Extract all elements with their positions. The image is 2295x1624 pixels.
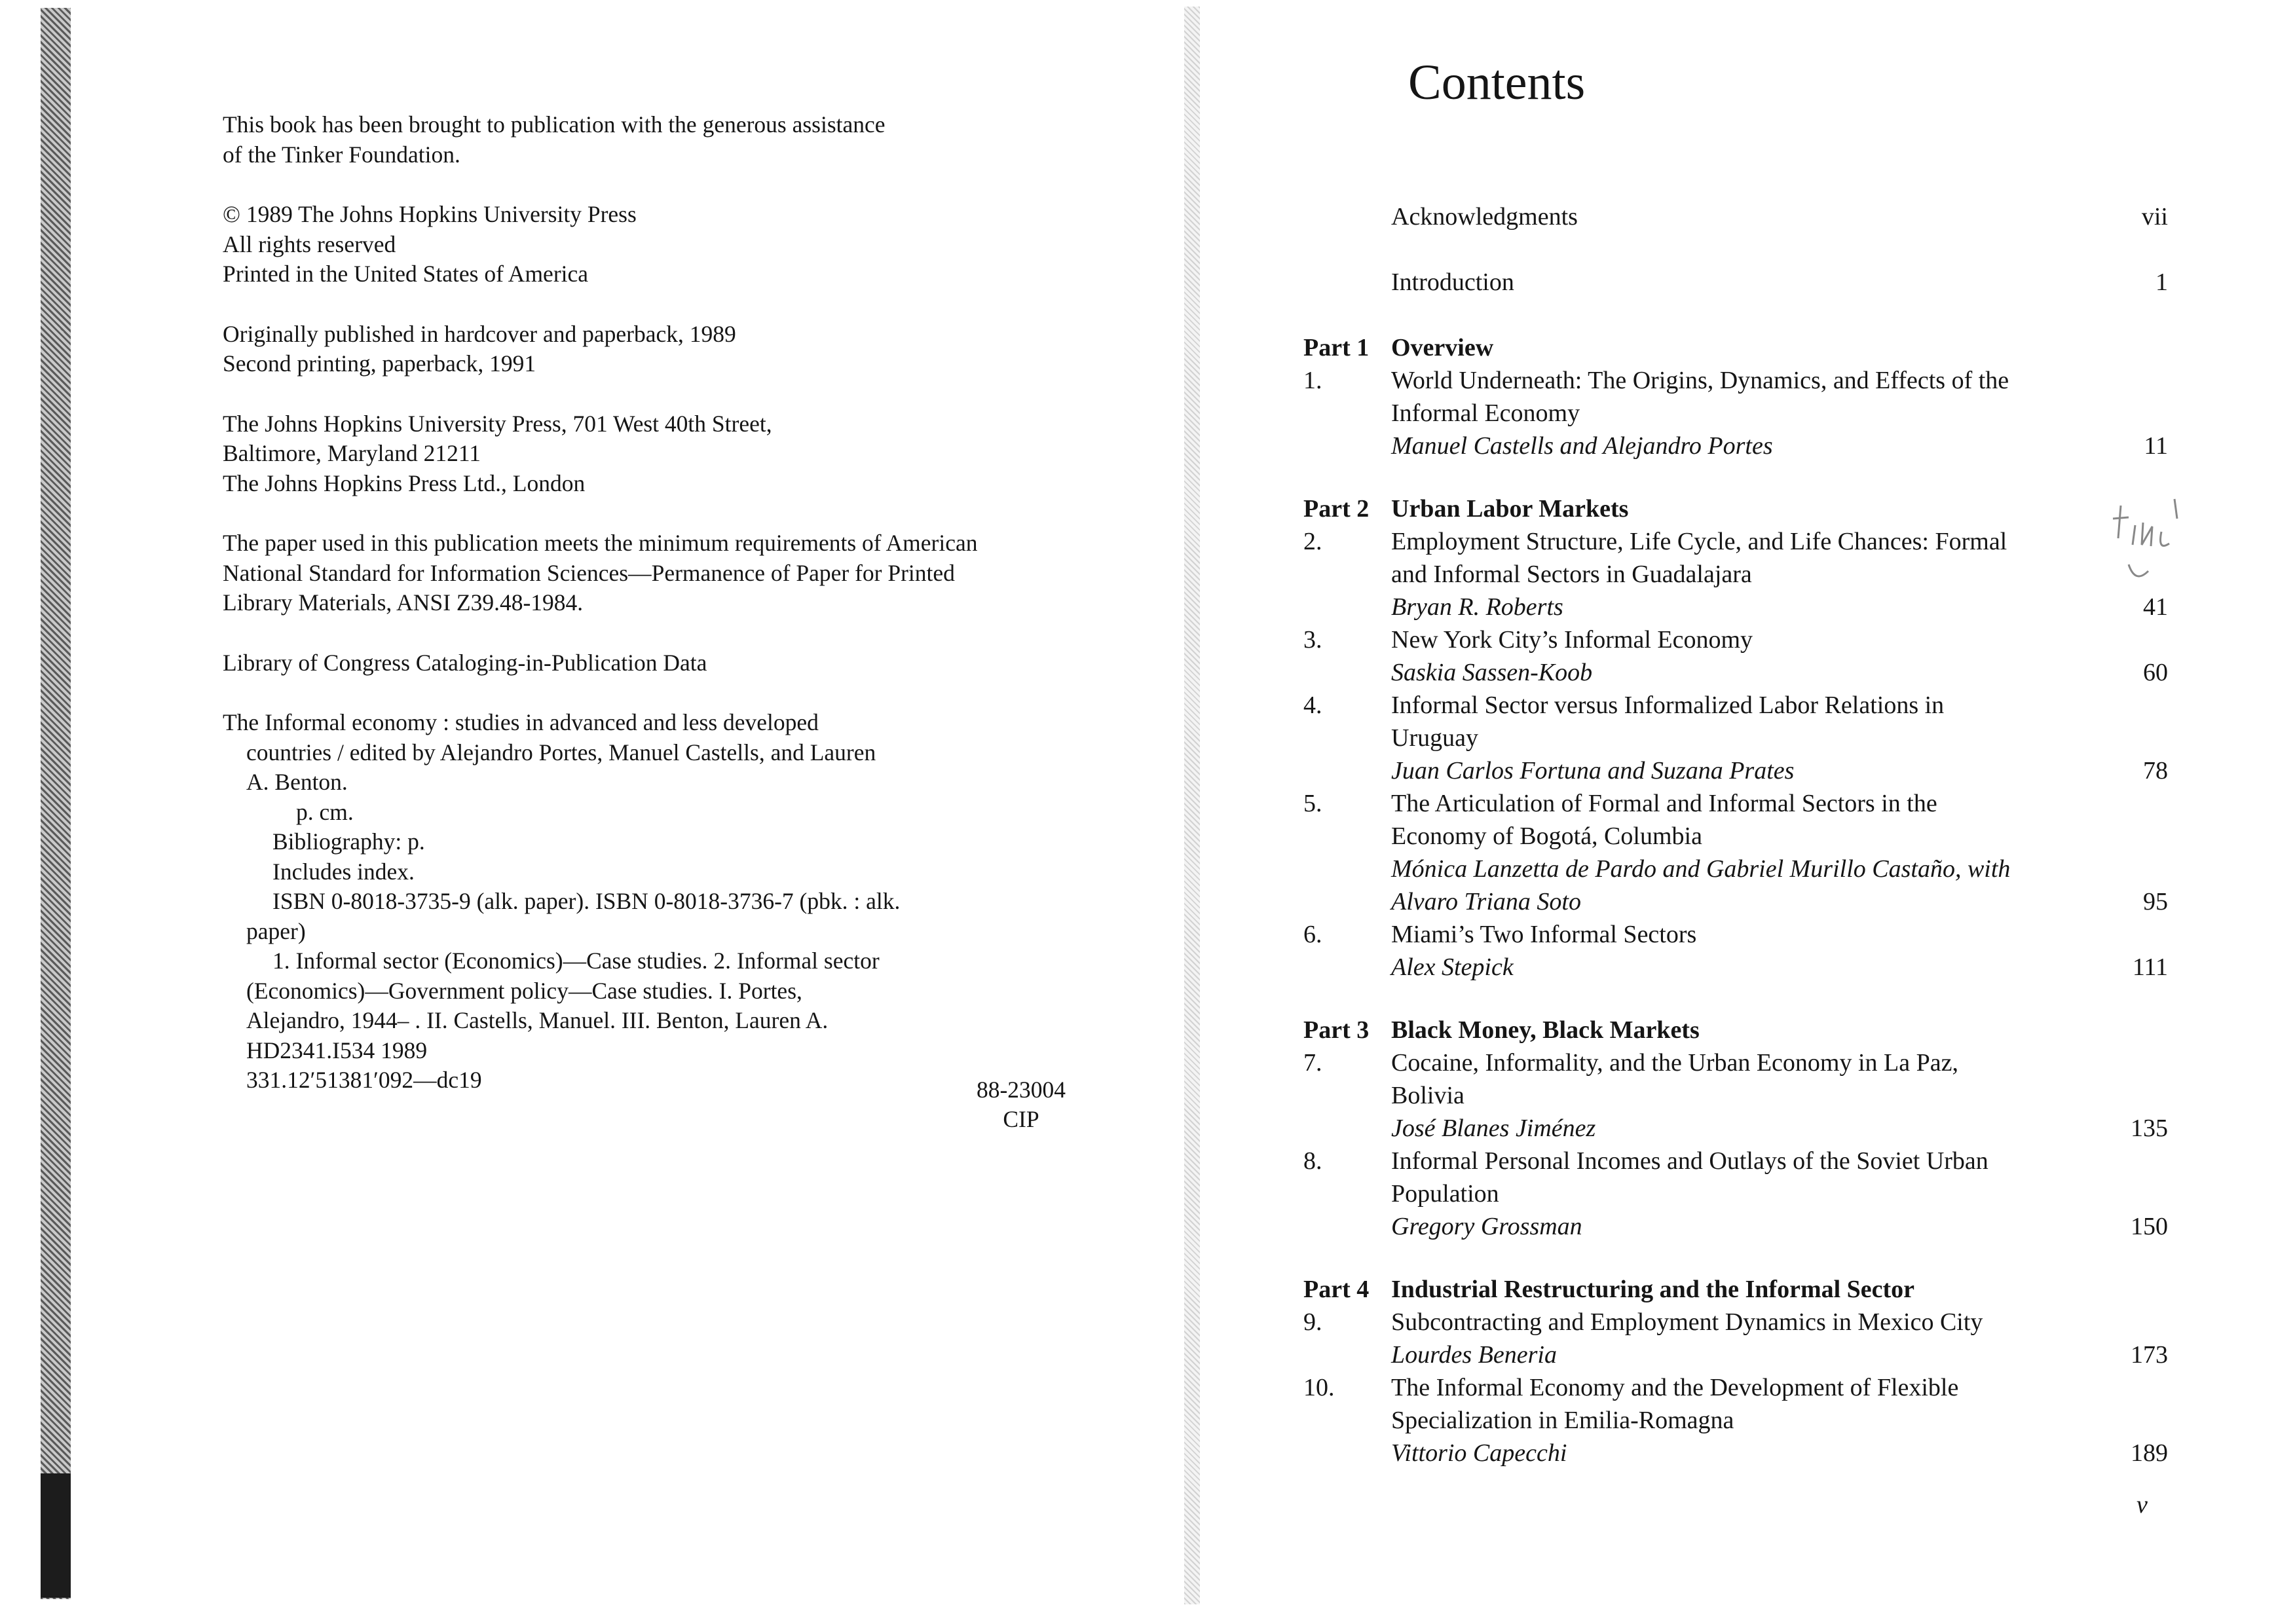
text-line: Baltimore, Maryland 21211 xyxy=(223,440,481,466)
chapter-author: Vittorio Capecchi xyxy=(1391,1439,1567,1467)
chapter-author: Alex Stepick xyxy=(1391,953,1514,981)
copyright-page xyxy=(223,110,1094,1096)
toc-front-entry xyxy=(1303,200,2168,233)
text-line: paper) xyxy=(246,917,306,944)
text-line: Library of Congress Cataloging-in-Publication Data xyxy=(223,649,707,676)
text-line: A. Benton. xyxy=(246,769,348,795)
center-gutter xyxy=(1184,7,1200,1604)
text-line: The Johns Hopkins Press Ltd., London xyxy=(223,470,586,496)
toc-chapter xyxy=(1303,364,2168,462)
chapter-title: Employment Structure, Life Cycle, and Life Chances: Formal xyxy=(1391,528,2007,555)
toc-part-heading xyxy=(1303,1014,2168,1046)
cip-lccn-block xyxy=(972,1075,1070,1134)
toc-page-number: 60 xyxy=(2143,659,2168,686)
part-title: Black Money, Black Markets xyxy=(1391,1016,1700,1044)
chapter-title: Informal Sector versus Informalized Labor Relations in xyxy=(1391,692,1945,719)
cip-record xyxy=(223,708,1094,1096)
left-binding-shadow xyxy=(41,1473,71,1598)
chapter-author: José Blanes Jiménez xyxy=(1391,1115,1596,1142)
page-title: Contents xyxy=(1408,55,1586,110)
text-line: Library Materials, ANSI Z39.48-1984. xyxy=(223,589,584,616)
cip-isbn: ISBN 0-8018-3735-9 (alk. paper). ISBN 0-8018-3736-7 (pbk. : alk. xyxy=(272,888,901,914)
chapter-number: 1. xyxy=(1303,367,1322,394)
text-line: All rights reserved xyxy=(223,231,396,257)
chapter-number: 3. xyxy=(1303,626,1322,654)
cip-dewey: 331.12′51381′092—dc19 xyxy=(246,1067,482,1093)
text-line: National Standard for Information Sciences—Permanence of Paper for Printed xyxy=(223,559,955,586)
chapter-author: Gregory Grossman xyxy=(1391,1213,1582,1240)
toc-part-heading xyxy=(1303,1273,2168,1306)
cip-pcm: p. cm. xyxy=(296,798,354,825)
text-line: Alejandro, 1944– . II. Castells, Manuel. III. Benton, Lauren A. xyxy=(246,1007,829,1033)
paper-standard-note xyxy=(223,528,1094,618)
toc-chapter xyxy=(1303,1306,2168,1371)
chapter-author: Juan Carlos Fortuna and Suzana Prates xyxy=(1391,757,1795,784)
toc-page-number: 95 xyxy=(2143,888,2168,915)
table-of-contents xyxy=(1303,200,2168,1469)
toc-page-number: 135 xyxy=(2131,1115,2168,1142)
chapter-title: The Informal Economy and the Development of Flexible xyxy=(1391,1374,1959,1401)
toc-page-number: 173 xyxy=(2131,1341,2168,1369)
cip-title-line: The Informal economy : studies in advanced and less developed xyxy=(223,709,819,735)
assistance-note xyxy=(223,110,1094,170)
chapter-author: Mónica Lanzetta de Pardo and Gabriel Murillo Castaño, with xyxy=(1391,855,2011,883)
chapter-author: Lourdes Beneria xyxy=(1391,1341,1557,1369)
chapter-number: 7. xyxy=(1303,1049,1322,1077)
chapter-number: 8. xyxy=(1303,1147,1322,1175)
toc-page-number: vii xyxy=(2141,203,2168,231)
cip-index: Includes index. xyxy=(272,858,415,885)
chapter-number: 5. xyxy=(1303,790,1322,817)
part-title: Overview xyxy=(1391,334,1494,361)
chapter-title-cont: Bolivia xyxy=(1391,1082,1465,1109)
toc-chapter xyxy=(1303,1145,2168,1243)
text-line: Printed in the United States of America xyxy=(223,261,589,287)
chapter-author: Bryan R. Roberts xyxy=(1391,593,1563,621)
chapter-author: Manuel Castells and Alejandro Portes xyxy=(1391,432,1773,460)
text-line: HD2341.I534 1989 xyxy=(246,1037,428,1063)
chapter-title: Miami’s Two Informal Sectors xyxy=(1391,921,1697,948)
chapter-title-cont: and Informal Sectors in Guadalajara xyxy=(1391,561,1752,588)
chapter-title: Cocaine, Informality, and the Urban Economy in La Paz, xyxy=(1391,1049,1958,1077)
toc-chapter xyxy=(1303,623,2168,689)
lc-cip-heading xyxy=(223,648,1094,678)
toc-page-number: 189 xyxy=(2131,1439,2168,1467)
lccn: 88-23004 xyxy=(976,1077,1066,1103)
part-title: Industrial Restructuring and the Informal Sector xyxy=(1391,1276,1915,1303)
text-line: Originally published in hardcover and paperback, 1989 xyxy=(223,320,736,347)
cip-subjects: 1. Informal sector (Economics)—Case studies. 2. Informal sector xyxy=(272,948,880,974)
toc-page-number: 1 xyxy=(2155,268,2168,296)
text-line: The Johns Hopkins University Press, 701 West 40th Street, xyxy=(223,410,772,437)
toc-chapter xyxy=(1303,1371,2168,1469)
cip-label: CIP xyxy=(1003,1106,1039,1132)
chapter-number: 4. xyxy=(1303,692,1322,719)
copyright-notice xyxy=(223,200,1094,289)
chapter-title: The Articulation of Formal and Informal Sectors in the xyxy=(1391,790,1937,817)
part-label: Part 1 xyxy=(1303,334,1370,361)
part-label: Part 3 xyxy=(1303,1016,1370,1044)
chapter-title-cont: Specialization in Emilia-Romagna xyxy=(1391,1407,1734,1434)
publisher-address xyxy=(223,409,1094,499)
toc-page-number: 78 xyxy=(2143,757,2168,784)
toc-page-number: 41 xyxy=(2143,593,2168,621)
toc-page-number: 150 xyxy=(2131,1213,2168,1240)
toc-chapter xyxy=(1303,1046,2168,1145)
chapter-number: 9. xyxy=(1303,1308,1322,1336)
toc-entry-title: Acknowledgments xyxy=(1391,203,1578,231)
chapter-number: 10. xyxy=(1303,1374,1335,1401)
text-line: © 1989 The Johns Hopkins University Press xyxy=(223,201,637,227)
text-line: The paper used in this publication meets the minimum requirements of American xyxy=(223,530,978,556)
chapter-title-cont: Economy of Bogotá, Columbia xyxy=(1391,822,1702,850)
toc-entry-title: Introduction xyxy=(1391,268,1514,296)
toc-chapter xyxy=(1303,525,2168,623)
edition-history xyxy=(223,320,1094,379)
chapter-number: 6. xyxy=(1303,921,1322,948)
chapter-title: World Underneath: The Origins, Dynamics, and Effects of the xyxy=(1391,367,2009,394)
chapter-title: New York City’s Informal Economy xyxy=(1391,626,1753,654)
toc-chapter xyxy=(1303,918,2168,984)
toc-page-number: 111 xyxy=(2132,953,2168,981)
cip-bibliography: Bibliography: p. xyxy=(272,828,425,855)
chapter-title-cont: Informal Economy xyxy=(1391,399,1580,427)
chapter-title: Informal Personal Incomes and Outlays of the Soviet Urban xyxy=(1391,1147,1988,1175)
left-binding-edge xyxy=(41,8,71,1599)
part-label: Part 4 xyxy=(1303,1276,1370,1303)
toc-part-heading xyxy=(1303,331,2168,364)
chapter-number: 2. xyxy=(1303,528,1322,555)
chapter-title-cont: Population xyxy=(1391,1180,1499,1208)
chapter-author: Saskia Sassen-Koob xyxy=(1391,659,1593,686)
chapter-title-cont: Uruguay xyxy=(1391,724,1478,752)
chapter-title: Subcontracting and Employment Dynamics in Mexico City xyxy=(1391,1308,1983,1336)
part-title: Urban Labor Markets xyxy=(1391,495,1629,523)
part-label: Part 2 xyxy=(1303,495,1370,523)
text-line: countries / edited by Alejandro Portes, Manuel Castells, and Lauren xyxy=(246,739,876,766)
text-line: of the Tinker Foundation. xyxy=(223,141,460,168)
toc-page-number: 11 xyxy=(2144,432,2168,460)
chapter-author-cont: Alvaro Triana Soto xyxy=(1391,888,1581,915)
page-number: v xyxy=(2136,1491,2148,1519)
text-line: (Economics)—Government policy—Case studies. I. Portes, xyxy=(246,977,802,1004)
text-line: This book has been brought to publication with the generous assistance xyxy=(223,111,886,138)
handwritten-annotation xyxy=(2109,492,2188,591)
toc-chapter xyxy=(1303,787,2168,918)
toc-part-heading xyxy=(1303,492,2168,525)
toc-front-entry xyxy=(1303,266,2168,299)
text-line: Second printing, paperback, 1991 xyxy=(223,350,536,377)
toc-chapter xyxy=(1303,689,2168,787)
